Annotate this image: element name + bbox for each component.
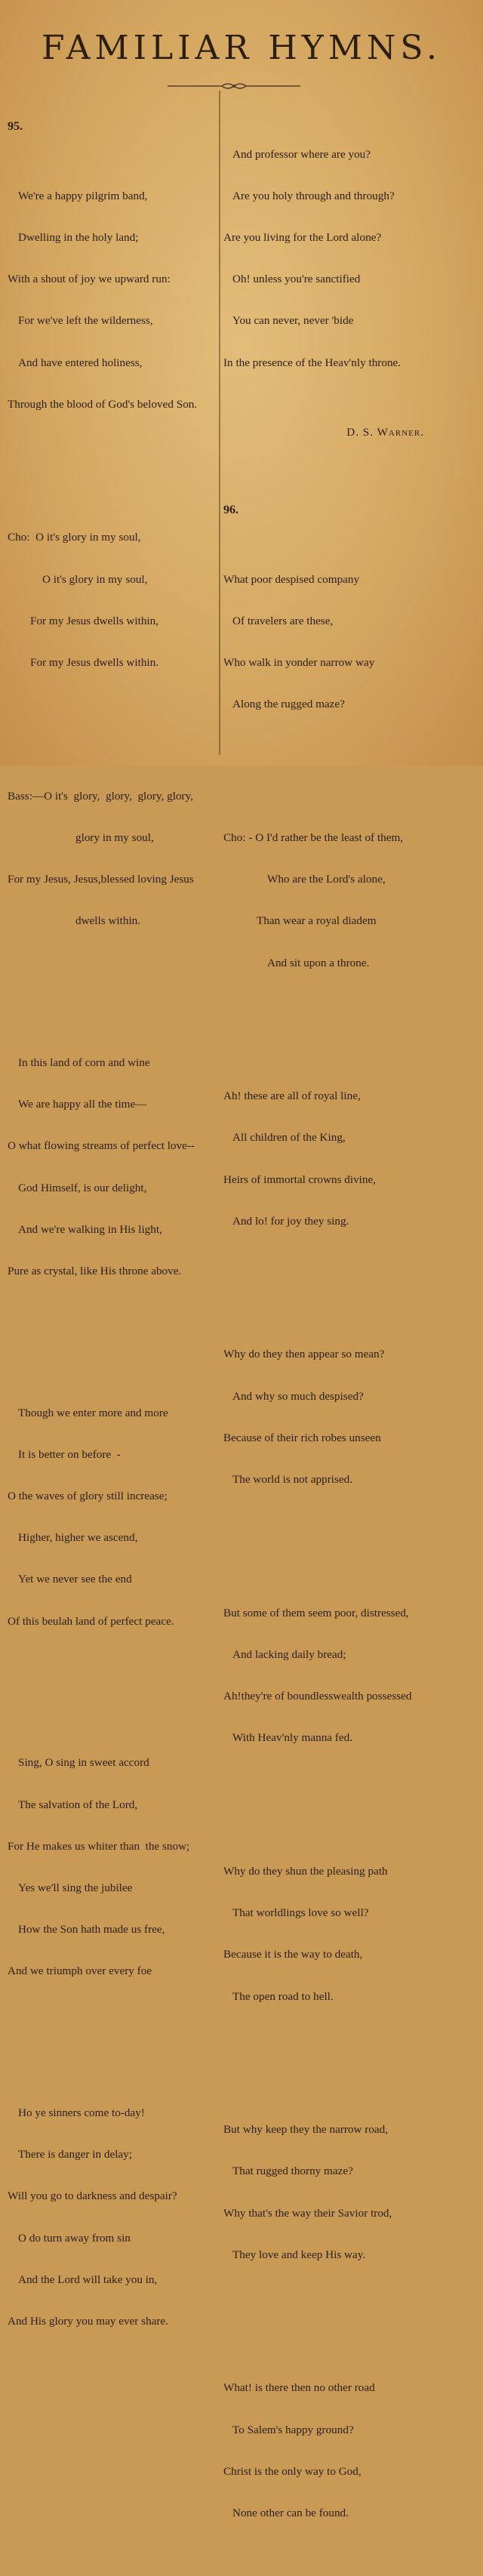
lyric-line: All children of the King, [232,1131,346,1145]
lyric-line: Why do they shun the pleasing path [223,1864,388,1878]
lyric-line: And professor where are you? [232,147,371,161]
verse-4 [8,1728,219,2006]
title-ornament [166,82,302,91]
lyric-line: What poor despised company [223,572,360,586]
verse-1 [223,545,477,740]
lyric-line: With a shout of joy we upward run: [8,273,171,286]
lyric-line: Yet we never see the end [18,1573,132,1586]
lyric-line: And why so much despised? [232,1389,364,1403]
verse-5 [8,2078,219,2356]
lyric-line: For my Jesus dwells within. [30,656,159,670]
lyric-line: It is better on before - [18,1447,121,1461]
lyric-line: Are you living for the Lord alone? [223,231,382,245]
lyric-line: Cho: O it's glory in my soul, [8,531,141,544]
lyric-line: Why that's the way their Savior trod, [223,2206,392,2220]
lyric-line: That worldlings love so well? [232,1906,369,1920]
lyric-line: Because of their rich robes unseen [223,1431,381,1444]
lyric-line: Through the blood of God's beloved Son. [8,397,198,411]
lyric-line: That rugged thorny maze? [232,2165,353,2178]
lyric-line: dwells within. [75,914,141,928]
lyric-line: O the waves of glory still increase; [8,1490,168,1503]
lyric-line: What! is there then no other road [223,2381,375,2395]
lyric-line: To Salem's happy ground? [232,2423,354,2436]
continued-verse [223,120,477,398]
verse-2 [223,1062,477,1256]
lyric-line: Along the rugged maze? [232,698,345,711]
lyric-line: But some of them seem poor, distressed, [223,1606,409,1619]
lyric-line: And lacking daily bread; [232,1647,346,1661]
lyric-line: Who are the Lord's alone, [267,873,386,886]
lyric-line: Will you go to darkness and despair? [8,2189,177,2203]
verse-7 [223,2354,477,2549]
lyric-line: And lo! for joy they sing. [232,1214,349,1228]
lyric-line: And His glory you may ever share. [8,2314,168,2328]
lyric-line: And sit upon a throne. [267,956,370,969]
lyric-line: Than wear a royal diadem [257,914,377,928]
lyric-line: glory in my soul, [75,830,154,844]
right-column [223,92,477,2576]
lyric-line: Cho: - O I'd rather be the least of them, [223,830,404,844]
page-title: FAMILIAR HYMNS. [42,29,441,67]
lyric-line: O what flowing streams of perfect love-- [8,1139,195,1153]
lyric-line: Are you holy through and through? [232,189,395,202]
lyric-line: Ah!they're of boundlesswealth possessed [223,1690,412,1703]
bass-part [8,762,219,957]
lyric-line: For He makes us whiter than the snow; [8,1839,190,1853]
lyric-line: None other can be found. [232,2507,349,2520]
lyric-line: For we've left the wilderness, [18,314,153,328]
lyric-line: They love and keep His way. [232,2248,366,2261]
lyric-line: O it's glory in my soul, [42,572,148,586]
verse-1 [8,162,219,439]
lyric-line: Why do they then appear so mean? [223,1348,385,1361]
lyric-line: How the Son hath made us free, [18,1923,165,1937]
lyric-line: Of this beulah land of perfect peace. [8,1614,174,1628]
lyric-line: But why keep they the narrow road, [223,2123,389,2137]
lyric-line: O do turn away from sin [18,2231,131,2245]
lyric-line: God Himself, is our delight, [18,1181,147,1194]
lyric-line: You can never, never 'bide [232,314,354,328]
lyric-line: The salvation of the Lord, [18,1798,138,1811]
lyric-line: Of travelers are these, [232,614,334,627]
lyric-line: The world is not apprised. [232,1473,353,1487]
lyric-line: Because it is the way to death, [223,1948,363,1961]
lyric-line: In this land of corn and wine [18,1055,150,1069]
column-divider [219,91,220,755]
lyric-line: The open road to hell. [232,1989,334,2003]
verse-3 [8,1379,219,1656]
hymn-number: 95. [8,119,23,133]
lyric-line: There is danger in delay; [18,2148,132,2162]
lyric-line: Pure as crystal, like His throne above. [8,1265,182,1277]
lyric-line: Oh! unless you're sanctified [232,273,361,286]
lyric-line: Ah! these are all of royal line, [223,1089,361,1103]
lyric-line: For my Jesus dwells within, [30,614,159,627]
chorus [223,803,477,998]
lyric-line: And we triumph over every foe [8,1964,152,1978]
lyric-line: For my Jesus, Jesus,blessed loving Jesus [8,873,194,886]
lyric-line: Higher, higher we ascend, [18,1531,138,1545]
verse-2 [8,1028,219,1306]
lyric-line: And the Lord will take you in, [18,2272,158,2286]
lyric-line: In the presence of the Heav'nly throne. [223,356,401,369]
verse-3 [223,1320,477,1515]
verse-4 [223,1579,477,1773]
lyric-line: Christ is the only way to God, [223,2464,361,2478]
lyric-line: Though we enter more and more [18,1406,168,1419]
lyric-line: And we're walking in His light, [18,1222,162,1236]
lyric-line: Who walk in yonder narrow way [223,656,375,670]
hymn-number: 96. [223,503,238,516]
lyric-line: And have entered holiness, [18,356,143,369]
lyric-line: Dwelling in the holy land; [18,231,139,245]
author-credit: D. S. Warner. [346,425,424,439]
lyric-line: Bass:—O it's glory, glory, glory, glory, [8,789,194,803]
verse-6 [223,2095,477,2290]
left-column [8,92,219,2384]
lyric-line: We are happy all the time— [18,1098,147,1111]
lyric-line: With Heav'nly manna fed. [232,1731,353,1745]
lyric-line: We're a happy pilgrim band, [18,189,148,202]
lyric-line: Yes we'll sing the jubilee [18,1881,133,1894]
lyric-line: Sing, O sing in sweet accord [18,1756,149,1770]
verse-5 [223,1837,477,2032]
lyric-line: Heirs of immortal crowns divine, [223,1172,377,1186]
lyric-line: Ho ye sinners come to-day! [18,2106,145,2119]
chorus [8,504,219,698]
